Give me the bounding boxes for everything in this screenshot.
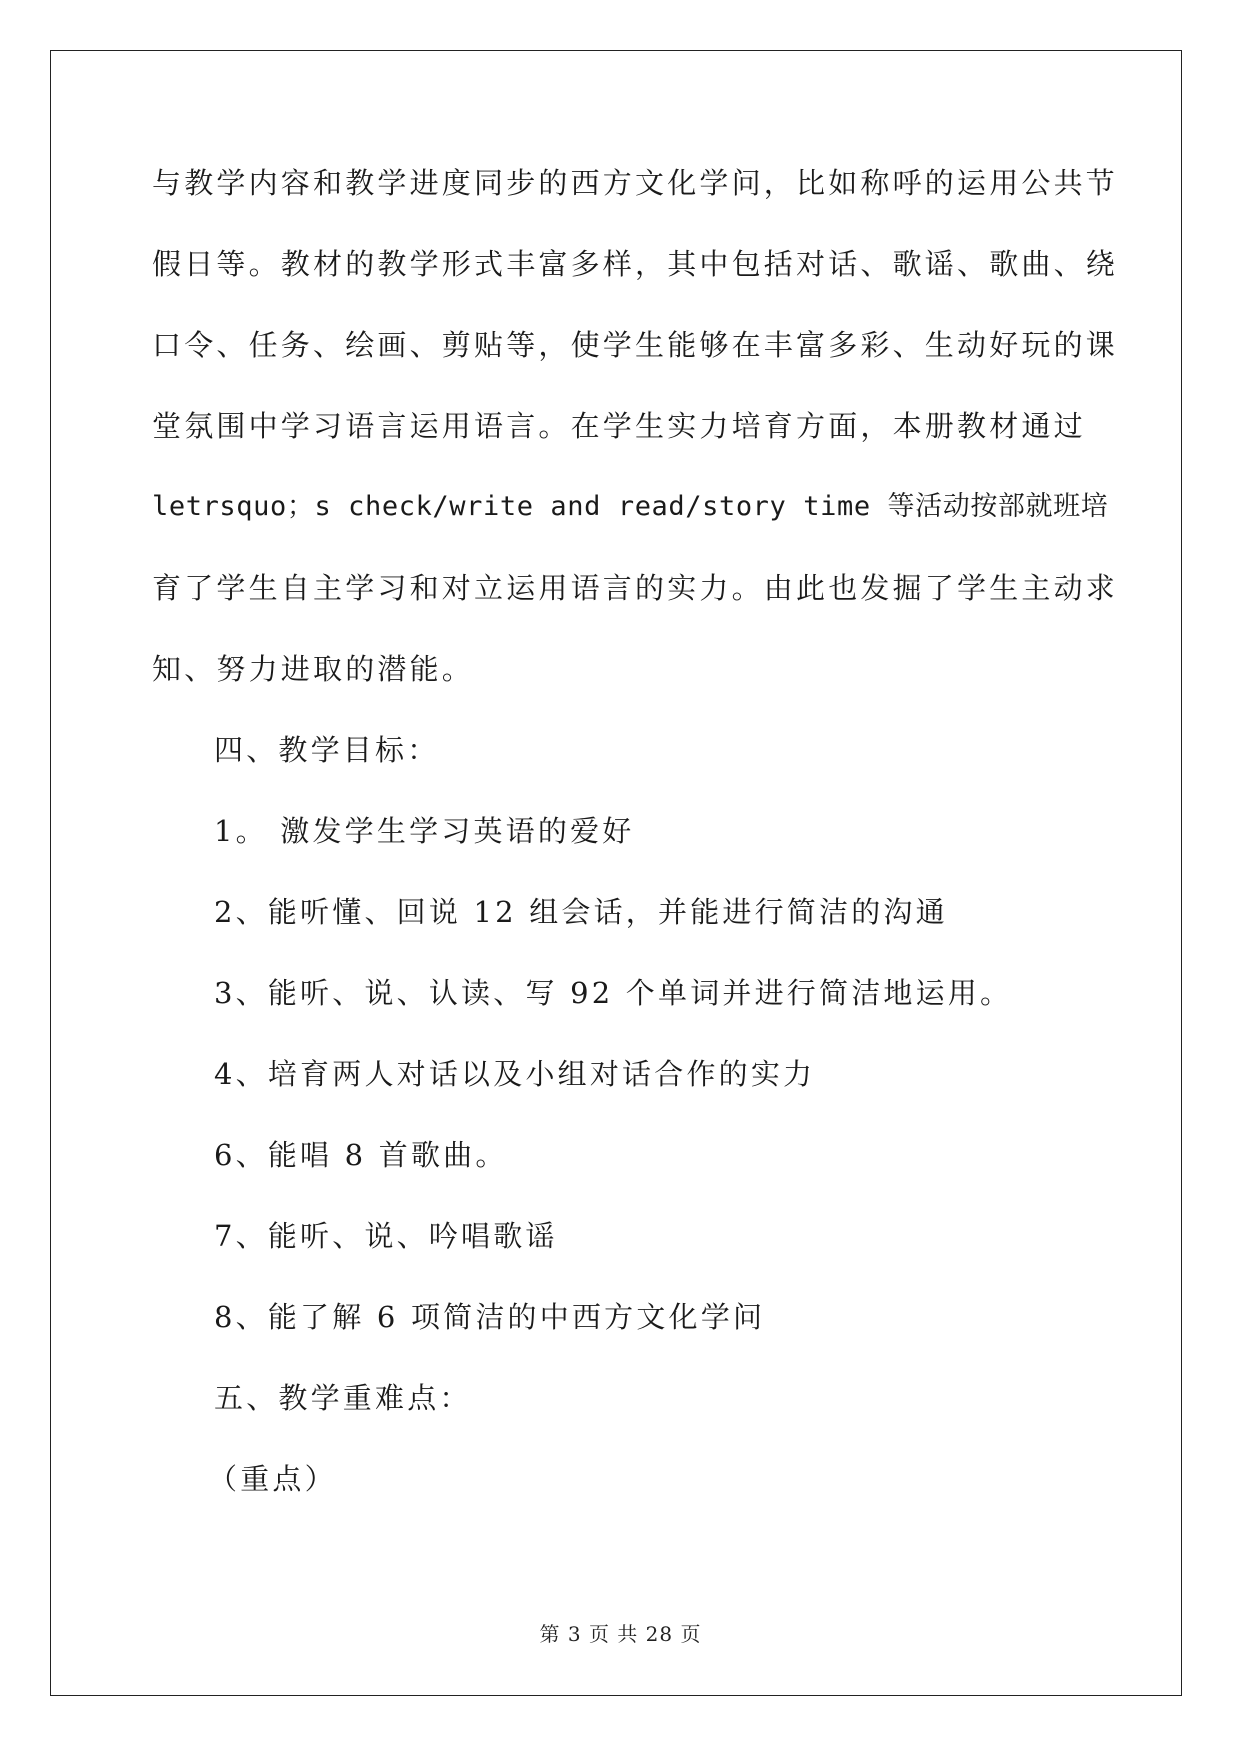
goal-item: 4、培育两人对话以及小组对话合作的实力 xyxy=(214,1057,816,1091)
goal-item: 2、能听懂、回说 12 组会话，并能进行简洁的沟通 xyxy=(214,895,948,929)
page-number-footer: 第 3 页 共 28 页 xyxy=(539,1622,702,1646)
paragraph-line: 假日等。教材的教学形式丰富多样，其中包括对话、歌谣、歌曲、绕 xyxy=(152,247,1119,281)
paragraph-line: 堂氛围中学习语言运用语言。在学生实力培育方面，本册教材通过 xyxy=(152,409,1086,443)
key-point-label: （重点） xyxy=(208,1462,337,1496)
section-heading-goals: 四、教学目标： xyxy=(214,733,440,767)
paragraph-line: letrsquo；s check/write and read/story time 等活动按部就班培 xyxy=(152,491,1109,522)
paragraph-line: 知、努力进取的潜能。 xyxy=(152,652,475,686)
paragraph-line: 口令、任务、绘画、剪贴等，使学生能够在丰富多彩、生动好玩的课 xyxy=(152,328,1119,362)
paragraph-line: 与教学内容和教学进度同步的西方文化学问，比如称呼的运用公共节 xyxy=(152,166,1119,200)
paragraph-line: 育了学生自主学习和对立运用语言的实力。由此也发掘了学生主动求 xyxy=(152,571,1119,605)
section-heading-key-points: 五、教学重难点： xyxy=(214,1381,472,1415)
goal-item: 8、能了解 6 项简洁的中西方文化学问 xyxy=(214,1300,766,1334)
goal-item: 3、能听、说、认读、写 92 个单词并进行简洁地运用。 xyxy=(214,976,1013,1010)
document-body xyxy=(152,163,1119,1540)
goal-item: 7、能听、说、吟唱歌谣 xyxy=(214,1219,558,1253)
goal-item: 6、能唱 8 首歌曲。 xyxy=(214,1138,508,1172)
goal-item: 1。 激发学生学习英语的爱好 xyxy=(214,814,635,848)
